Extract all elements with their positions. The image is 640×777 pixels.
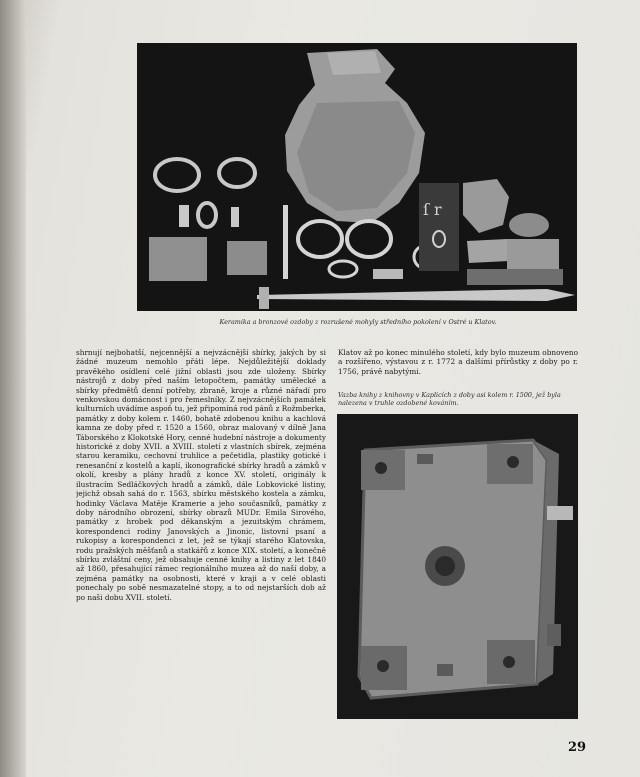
archaeological-finds-illustration [137, 43, 577, 311]
book-binding-photo [337, 414, 578, 719]
right-column-text: Klatov až po konec minulého století, kdy bylo muzeum obnoveno a rozšířeno, výstavou z r. 1772 a dalšími přírůstky z doby po r. 1756, právě nabytými. [338, 348, 578, 376]
svg-text:ſ r: ſ r [423, 200, 442, 219]
page-gutter-shadow [0, 0, 26, 777]
book-binding-illustration [337, 414, 578, 719]
top-photo-caption: Keramika a bronzové ozdoby z rozrušené mohyly středního pokolení v Ostré u Klatov. [219, 318, 497, 326]
book-photo-caption: Vazba knihy z knihovny v Kaplicích z doby asi kolem r. 1500, jež byla nalezena v truhle ozdobené kováním. [338, 391, 561, 407]
left-column-text: shrnují nejbohatší, nejcennější a nejvzácnější sbírky, jakých by si žádné muzeum nemohlo přáti lépe. Nejdůležitější doklady pravěkého osídlení celé jižní oblasti jsou zde uloženy. Sbírky nástrojů z doby před naším letopočtem, památky umělecké a sbírky předmětů denní potřeby, zbraně, kroje a různé nářadí pro venkovskou domácnost i pro řemeslníky. Z nejvzácnějších památek kulturních uvádíme aspoň tu, jež připomíná rod pánů z Rožmberka, památky z doby kolem r. 1460, bohatě zdobenou knihu a kachlová kamna ze doby před r. 1520 a 1560, obraz malovaný v dílně Jana Táborského z Klokotské Hory, cenné hudební nástroje a dokumenty historické z doby XVII. a XVIII. století z vlastních sbírek, zejména starou keramiku, cechovní truhlice a pečetidla, plastiky gotické i renesanční z kostelů a kaplí, ikonografické sbírky hradů a zámků v okolí, kresby a plány hradů z konce XV. století, originály k ilustracím Sedláčkových hradů a zámků, dále Lobkovické listiny, jejichž obsah sahá do r. 1563, sbírku městského kostela a zámku, hodinky Václava Matěje Kramerie a jeho současníků, památky z doby národního obrození, sbírky obrazů MUDr. Emila Sirového, památky z hrobek pod děkanským a jezuitským chrámem, korespondenci rodiny Janovských a Jinonic, listovní psaní a rukopisy a korespondenci z let, jež se týkají starého Klatovska, rodu pražských měšťanů a statkářů z konce XIX. století, a konečně sbírku zvláštní ceny, jež obsahuje cenné knihy a listiny z let 1840 až 1860, přesahující rámec regionálního muzea až do naší doby, a zejména památky na osobnosti, které v kraji a v celé oblasti ponechaly po sobě nesmazatelné stopy, a to od nejstarších dob až po naši dobu XVII. století. [76, 348, 326, 602]
archaeological-finds-photo [137, 43, 577, 311]
page-number: 29 [568, 740, 587, 755]
